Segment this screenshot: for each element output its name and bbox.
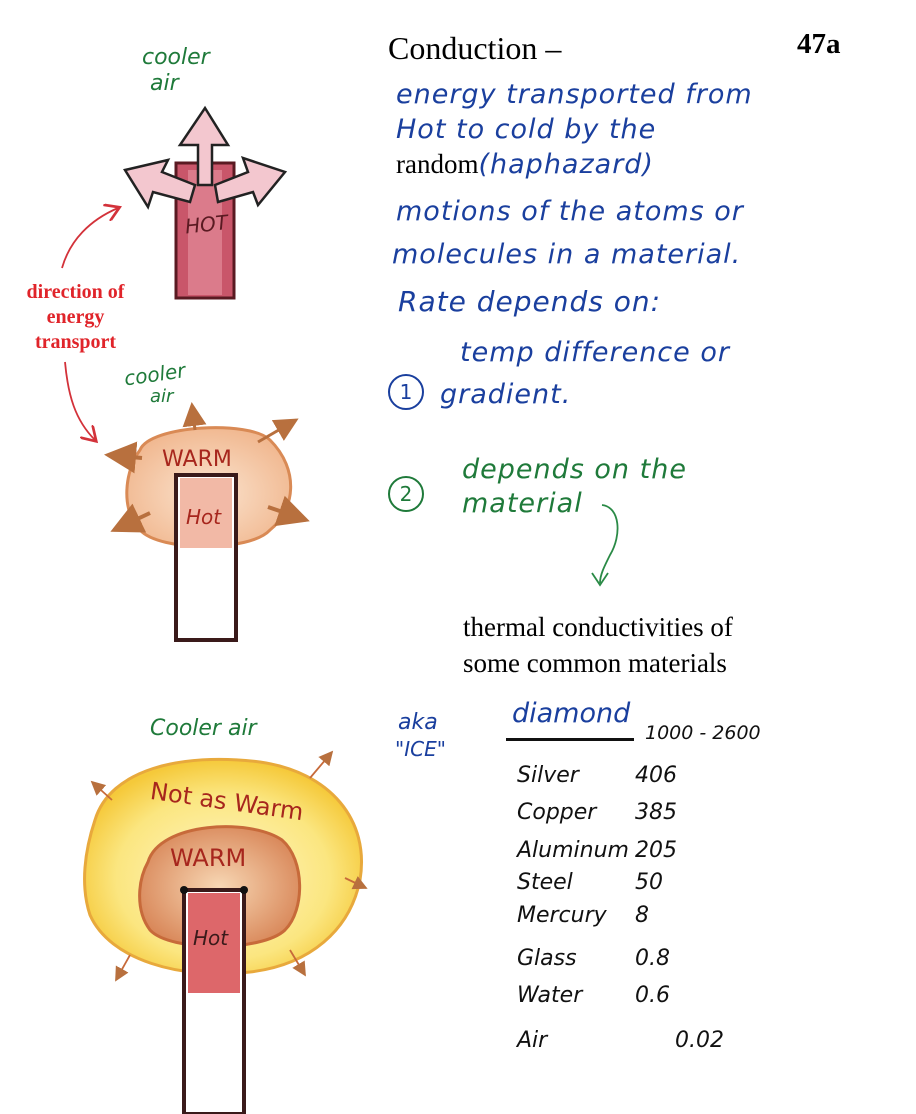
item-1-line-1: temp difference or [460, 337, 730, 368]
random-word: random [396, 149, 479, 179]
definition-line-4: motions of the atoms or [396, 196, 744, 227]
heat-arrow-2-upright [258, 420, 296, 442]
rod-label-2: Hot [186, 505, 222, 529]
table-row [517, 946, 757, 976]
title-dash: – [545, 30, 562, 66]
heat-arrow-3b [310, 752, 332, 778]
definition-line-1: energy transported from [396, 79, 753, 110]
cooler-air-label-1b: air [150, 71, 179, 96]
material-value: 385 [635, 800, 677, 825]
table-row [517, 1028, 757, 1058]
material-value: 406 [635, 763, 677, 788]
definition-line-3 [396, 148, 654, 181]
material-value: 0.8 [635, 946, 670, 971]
definition-line-5: molecules in a material. [392, 239, 742, 270]
cooler-air-label-2a: cooler [122, 358, 187, 391]
item-1-circle [388, 374, 424, 410]
figure-3 [85, 716, 366, 1114]
direction-arrow-down [65, 362, 95, 440]
table-caption-line-1: thermal conductivities of [463, 612, 733, 642]
material-name: Glass [517, 946, 577, 971]
diamond-underline [506, 738, 634, 741]
material-arrow [580, 495, 640, 595]
material-value: 8 [635, 903, 649, 928]
material-name: Copper [517, 800, 597, 825]
table-row [517, 870, 757, 900]
warm-label-2: WARM [162, 447, 232, 472]
diamond-label: diamond [512, 698, 631, 729]
material-value: 205 [635, 838, 677, 863]
definition-line-2: Hot to cold by the [396, 114, 657, 145]
table-caption-line-2: some common materials [463, 648, 727, 678]
direction-label-line3: transport [34, 331, 117, 353]
table-row [517, 800, 757, 830]
figure-1 [125, 45, 285, 298]
heat-arrow-3e [116, 955, 130, 980]
direction-arrow-up [62, 208, 118, 268]
rod-label-3: Hot [193, 926, 229, 950]
heat-arrow-3a [92, 782, 112, 800]
ice-label: "ICE" [395, 737, 446, 761]
warm-label-3: WARM [170, 844, 247, 872]
diamond-value: 1000 - 2600 [645, 722, 761, 744]
conduction-diagrams [0, 0, 400, 1114]
material-name: Water [517, 983, 583, 1008]
item-1-line-2: gradient. [440, 379, 572, 410]
material-name: Mercury [517, 903, 607, 928]
rate-heading: Rate depends on: [398, 285, 662, 318]
item-1-number: 1 [399, 380, 413, 404]
material-name: Air [517, 1028, 548, 1053]
page-title [388, 30, 561, 67]
table-row [517, 983, 757, 1013]
item-2-circle [388, 476, 424, 512]
aka-label: aka [398, 710, 438, 735]
material-value: 50 [635, 870, 663, 895]
table-row [517, 763, 757, 793]
material-name: Aluminum [517, 838, 629, 863]
table-row [517, 838, 757, 868]
material-name: Silver [517, 763, 579, 788]
direction-label-line1: direction of [26, 281, 125, 303]
cooler-air-label-3: Cooler air [150, 716, 257, 741]
heat-arrow-2-up [192, 405, 195, 430]
material-value: 0.6 [635, 983, 670, 1008]
material-name: Steel [517, 870, 573, 895]
figure-2 [108, 358, 306, 640]
table-row [517, 903, 757, 933]
cooler-air-label-1a: cooler [142, 45, 210, 70]
direction-label [8, 280, 143, 355]
item-2-number: 2 [399, 482, 413, 506]
page-number: 47a [797, 28, 841, 60]
material-value: 0.02 [675, 1028, 724, 1053]
rod-label-1: HOT [183, 210, 230, 239]
item-2-line-1: depends on the [462, 454, 687, 485]
title-text: Conduction [388, 30, 538, 66]
haphazard-word: (haphazard) [478, 149, 654, 180]
item-2-line-2: material [462, 488, 583, 519]
direction-label-line2: energy [46, 306, 105, 328]
cooler-air-label-2b: air [150, 386, 174, 407]
not-as-warm-label: Not as Warm [148, 776, 306, 827]
